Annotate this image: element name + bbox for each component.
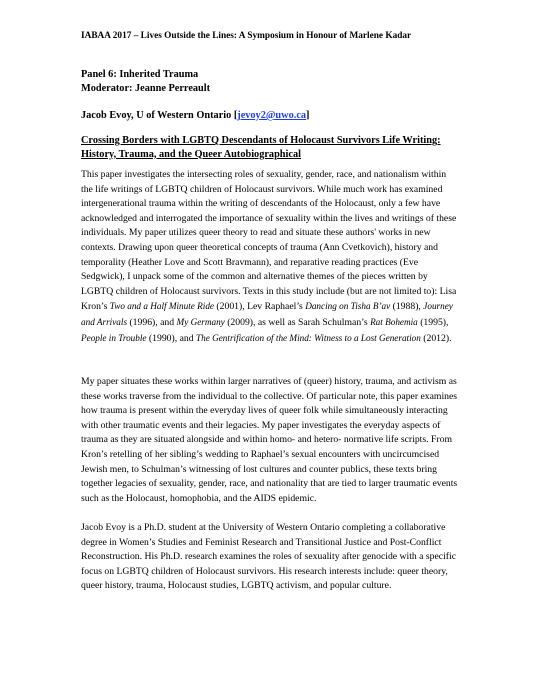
abstract-text: (1990), and (146, 332, 197, 344)
panel-info (81, 68, 210, 96)
abstract-text: (2009), as well as Sarah Schulman’s (224, 316, 371, 328)
panel-title: Panel 6: Inherited Trauma (81, 69, 199, 80)
abstract-text: (2012). (420, 332, 452, 344)
work-title: Two and a Half Minute Ride (109, 301, 214, 312)
work-title: The Gentrification of the Mind: Witness to a Lost Generation (196, 332, 421, 343)
presenter-name: Jacob Evoy, U of Western Ontario [ (81, 110, 238, 121)
paper-title-line-2: History, Trauma, and the Queer Autobiographical (81, 148, 301, 160)
presenter-email-link[interactable]: jevoy2@uwo.ca (237, 110, 307, 121)
panel-moderator: Moderator: Jeanne Perreault (81, 83, 211, 94)
work-title: People in Trouble (81, 332, 147, 343)
author-bio: Jacob Evoy is a Ph.D. student at the University of Western Ontario completing a collaborative degree in Women’s Studies and Feminist Research and Transitional Justice and Post-Conflict Reconstruction. His Ph.D. research examines the roles of sexuality after genocide with a specific focus on LGBTQ children of Holocaust survivors. His research interests include: queer theory, queer history, trauma, Holocaust studies, LGBTQ activism, and popular culture. (81, 522, 456, 592)
abstract-paragraph-2: My paper situates these works within larger narratives of (queer) history, trauma, and activism as these works traverse from the individual to the collective. Of particular note, this paper examines how trauma is present within the everyday lives of queer folk while simultaneously interacting with other traumatic events and their legacies. My paper investigates the everyday aspects of trauma as they are situated alongside and within homo- and hetero- normative life scripts. From Kron’s retelling of her sibling’s wedding to Raphael’s sexual encounters with uncircumcised Jewish men, to Schulman’s witnessing of lost cultures and counter publics, these texts bring together legacies of sexuality, gender, race, and nationality that are tied to larger traumatic events such as the Holocaust, homophobia, and the AIDS epidemic. (81, 376, 458, 504)
abstract-text: (1995), (417, 316, 449, 328)
abstract-text: (2001), Lev Raphael’s (214, 301, 306, 313)
work-title: Rat Bohemia (370, 316, 418, 327)
document-header: IABAA 2017 – Lives Outside the Lines: A Symposium in Honour of Marlene Kadar (81, 31, 412, 41)
paper-title (81, 134, 461, 161)
abstract-text: (1996), and (127, 316, 177, 328)
presenter-line (81, 110, 309, 121)
abstract-text: This paper investigates the intersecting roles of sexuality, gender, race, and nationalism within the life writings of LGBTQ children of Holocaust survivors. While much work has examined intergenerational trauma within the writing of descendants of the Holocaust, only a few have acknowledged and interrogated the importance of sexuality within the lives and writings of these individuals. My paper utilizes queer theory to read and situate these authors' works in new contexts. Drawing upon queer theoretical concepts of trauma (Ann Cvetkovich), history and temporality (Heather Love and Scott Bravmann), and reparative reading practices (Eve Sedgwick), I unpack some of the common and alternative themes of the pieces written by LGBTQ children of Holocaust survivors. Texts in this study include (but are not limited to): Lisa Kron’s (81, 169, 457, 313)
work-title: Journey and Arrivals (81, 301, 453, 327)
abstract-text: (1988), (390, 301, 424, 313)
abstract-paragraph-1 (81, 168, 459, 346)
presenter-bracket: ] (306, 110, 310, 121)
work-title: My Germany (176, 316, 225, 327)
work-title: Dancing on Tisha B’av (305, 301, 391, 312)
paper-title-line-1: Crossing Borders with LGBTQ Descendants of Holocaust Survivors Life Writing: (81, 135, 441, 146)
